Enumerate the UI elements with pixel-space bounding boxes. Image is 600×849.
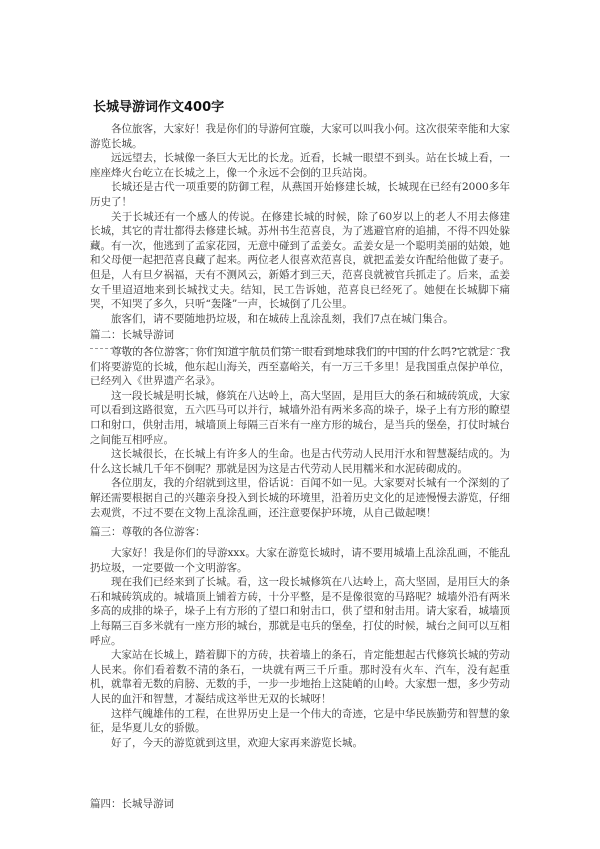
paragraph: 这样气魄雄伟的工程，在世界历史上是一个伟大的奇迹，它是中华民族勤劳和智慧的象征，是华夏儿女的骄傲。 — [90, 707, 510, 735]
paragraph: 这长城很长，在长城上有许多人的生命。也是古代劳动人民用汗水和智慧凝结成的。为什么这长城几千年不倒呢？那就是因为这是古代劳动人民用糯米和水泥砖砌成的。 — [90, 448, 510, 475]
paragraph: 现在我们已经来到了长城。看，这一段长城修筑在八达岭上，高大坚固，是用巨大的条石和城砖筑成的。城墙顶上铺着方砖，十分平整，是不是像很宽的马路呢？城墙外沿有两米多高的成排的垛子，垛子上有方形的了望口和射击口，供了望和射击用。请大家看，城墙顶上每隔三百多米就有一座方形的城台，那就是屯兵的堡垒，打仗的时候，城台之间可以互相呼应。 — [90, 576, 510, 647]
section-2-body — [90, 345, 510, 520]
paragraph: 关于长城还有一个感人的传说。在修建长城的时候，除了60岁以上的老人不用去修建长城，其它的青壮都得去修建长城。苏州书生范喜良，为了逃避官府的追捕，不得不四处躲藏。有一次，他逃到了孟家花园，无意中碰到了孟姜女。孟姜女是一个聪明美丽的姑娘，她和父母便一起把范喜良藏了起来。两位老人很喜欢范喜良，就把孟姜女许配给他做了妻子。但是，人有旦夕祸福，天有不测风云，新婚才到三天，范喜良就被官兵抓走了。后来，孟姜女千里迢迢地来到长城找丈夫。结知，民工告诉她，范喜良已经死了。她便在长城脚下痛哭，不知哭了多久，只听“轰隆”一声，长城倒了几公里。 — [90, 210, 510, 311]
paragraph: 旅客们，请不要随地扔垃圾，和在城砖上乱涂乱刻，我们7点在城门集合。 — [111, 312, 454, 325]
paragraph: 长城还是古代一项重要的防御工程，从燕国开始修建长城，长城现在已经有2000多年历史了！ — [90, 181, 510, 208]
paragraph: 好了，今天的游览就到这里，欢迎大家再来游览长城。 — [111, 736, 363, 749]
intro-body — [90, 122, 510, 326]
section-heading-3: 篇三：尊敬的各位游客： — [90, 526, 206, 538]
paragraph: 这一段长城是明长城，修筑在八达岭上，高大坚固，是用巨大的条石和城砖筑成，大家可以看到这路很宽，五六匹马可以并行，城墙外沿有两米多高的垛子，垛子上有方形的瞭望口和射口，供射击用，城墙顶上每隔三百米有一座方形的城台，是当兵的堡垒，打仗时城台之间能互相呼应。 — [90, 389, 510, 446]
document-title: 长城导游词作文400字 — [93, 100, 225, 115]
section-heading-2: 篇二：长城导游词 — [90, 327, 510, 349]
paragraph: 各位朋友，我的介绍就到这里，俗话说：百闻不如一见。大家要对长城有一个深刻的了解还需要根据自己的兴趣亲身投入到长城的环境里，沿着历史文化的足迹慢慢去游览，仔细去观赏，不过不要在文物上乱涂乱画，还注意要保护环境，从自己做起噢！ — [90, 477, 510, 519]
section-heading-4: 篇四：长城导游词 — [90, 798, 174, 810]
paragraph: 远远望去，长城像一条巨大无比的长龙。近看，长城一眼望不到头。站在长城上看，一座座烽火台屹立在长城之上，像一个永远不会倒的卫兵站岗。 — [90, 152, 510, 179]
paragraph: 各位旅客，大家好！我是你们的导游何宜璇，大家可以叫我小何。这次很荣幸能和大家游览长城。 — [90, 123, 510, 150]
section-3-body — [90, 546, 510, 750]
paragraph: 尊敬的各位游客，你们知道宇航员们第一眼看到地球我们的中国的什么吗?它就是：我们将要游览的长城，他东起山海关，西至嘉峪关，有一万三千多里！是我国重点保护单位，已经列入《世界遗产名录》。 — [90, 346, 510, 388]
paragraph: 大家站在长城上，踏着脚下的方砖，扶着墙上的条石，肯定能想起古代修筑长城的劳动人民来。你们看着数不清的条石，一块就有两三千斤重。那时没有火车、汽车，没有起重机，就靠着无数的肩膀、无数的手，一步一步地抬上这陡峭的山岭。大家想一想，多少劳动人民的血汗和智慧，才凝结成这举世无双的长城呀！ — [90, 649, 510, 705]
paragraph: 大家好！我是你们的导游xxx。大家在游览长城时，请不要用城墙上乱涂乱画，不能乱扔垃圾，一定要做一个文明游客。 — [90, 547, 510, 574]
